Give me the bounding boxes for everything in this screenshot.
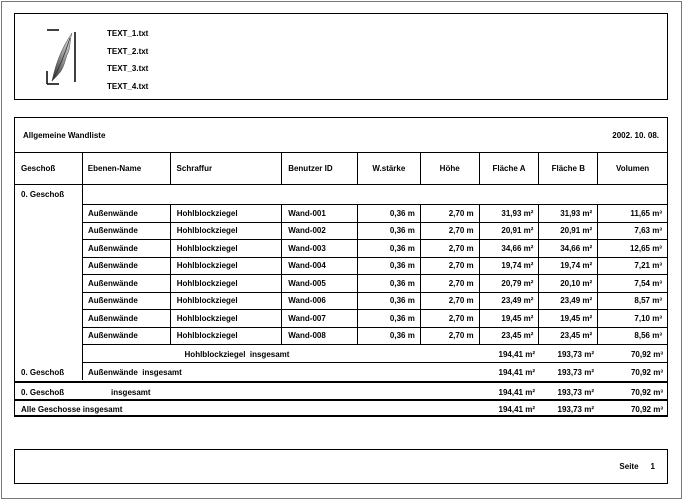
table-separator-line — [15, 399, 667, 401]
summary-flaeche-a: 194,41 m² — [498, 350, 535, 359]
summary-flaeche-a: 194,41 m² — [498, 405, 535, 414]
summary-volumen: 70,92 m³ — [630, 350, 663, 359]
page-footer-box — [14, 449, 668, 484]
page-label: Seite — [619, 462, 639, 471]
table-column-headers — [15, 153, 667, 185]
table-row: Außenwände Hohlblockziegel Wand-003 0,36 m 2,70 m 34,66 m² 34,66 m² 12,65 m³ — [82, 240, 667, 258]
table-row: Außenwände Hohlblockziegel Wand-004 0,36 m 2,70 m 19,74 m² 19,74 m² 7,21 m³ — [82, 258, 667, 276]
wall-list-table — [14, 117, 668, 417]
file-list-item: TEXT_3.txt — [107, 64, 149, 73]
page-number: 1 — [650, 462, 655, 471]
column-header-volumen: Volumen — [597, 153, 667, 184]
summary-flaeche-b: 193,73 m² — [557, 350, 594, 359]
table-row: Außenwände Hohlblockziegel Wand-002 0,36 m 2,70 m 20,91 m² 20,91 m² 7,63 m³ — [82, 223, 667, 241]
quill-icon — [45, 26, 85, 88]
page-title: Allgemeine Wandliste — [23, 130, 106, 140]
report-date: 2002. 10. 08. — [612, 130, 659, 140]
story-label: 0. Geschoß — [21, 190, 65, 199]
summary-flaeche-a: 194,41 m² — [498, 388, 535, 397]
table-row: Außenwände Hohlblockziegel Wand-008 0,36 m 2,70 m 23,45 m² 23,45 m² 8,56 m³ — [82, 328, 667, 346]
column-header-ebenen-name: Ebenen-Name — [87, 164, 142, 173]
source-file-list — [107, 25, 148, 95]
table-row: Außenwände Hohlblockziegel Wand-001 0,36 m 2,70 m 31,93 m² 31,93 m² 11,65 m³ — [82, 205, 667, 223]
column-header-wstaerke: W.stärke — [357, 153, 420, 184]
table-row: Außenwände Hohlblockziegel Wand-006 0,36 m 2,70 m 23,49 m² 23,49 m² 8,57 m³ — [82, 293, 667, 311]
column-header-flaeche-b: Fläche B — [538, 153, 597, 184]
summary-volumen: 70,92 m³ — [630, 388, 663, 397]
summary-volumen: 70,92 m³ — [630, 405, 663, 414]
table-separator-line — [15, 381, 667, 383]
file-list-item: TEXT_2.txt — [107, 46, 149, 56]
summary-label: Alle Geschosse insgesamt — [21, 405, 123, 414]
column-header-flaeche-a: Fläche A — [479, 153, 539, 184]
column-header-schraffur: Schraffur — [170, 153, 282, 184]
table-row: Außenwände Hohlblockziegel Wand-005 0,36 m 2,70 m 20,79 m² 20,10 m² 7,54 m³ — [82, 275, 667, 293]
summary-label: Außenwände insgesamt — [88, 368, 182, 377]
summary-volumen: 70,92 m³ — [630, 368, 663, 377]
summary-flaeche-b: 193,73 m² — [557, 388, 594, 397]
table-row: Außenwände Hohlblockziegel Wand-007 0,36 m 2,70 m 19,45 m² 19,45 m² 7,10 m³ — [82, 310, 667, 328]
table-title-row — [15, 118, 667, 153]
column-header-hoehe: Höhe — [420, 153, 479, 184]
wall-data-rows — [82, 205, 667, 345]
story-group-spacer — [82, 185, 667, 205]
summary-flaeche-b: 193,73 m² — [557, 368, 594, 377]
report-header-box — [14, 13, 668, 100]
summary-geschoss-label: 0. Geschoß — [21, 388, 65, 397]
summary-flaeche-b: 193,73 m² — [557, 405, 594, 414]
file-list-item: TEXT_4.txt — [107, 81, 149, 91]
column-header-benutzer-id: Benutzer ID — [281, 153, 357, 184]
page-number-area — [619, 450, 655, 483]
summary-label: insgesamt — [111, 388, 151, 397]
summary-flaeche-a: 194,41 m² — [498, 368, 535, 377]
summary-geschoss-label: 0. Geschoß — [21, 368, 65, 377]
file-list-item: TEXT_1.txt — [107, 29, 149, 38]
column-header-geschoss: Geschoß — [21, 164, 56, 173]
summary-label: Hohlblockziegel insgesamt — [184, 350, 290, 359]
